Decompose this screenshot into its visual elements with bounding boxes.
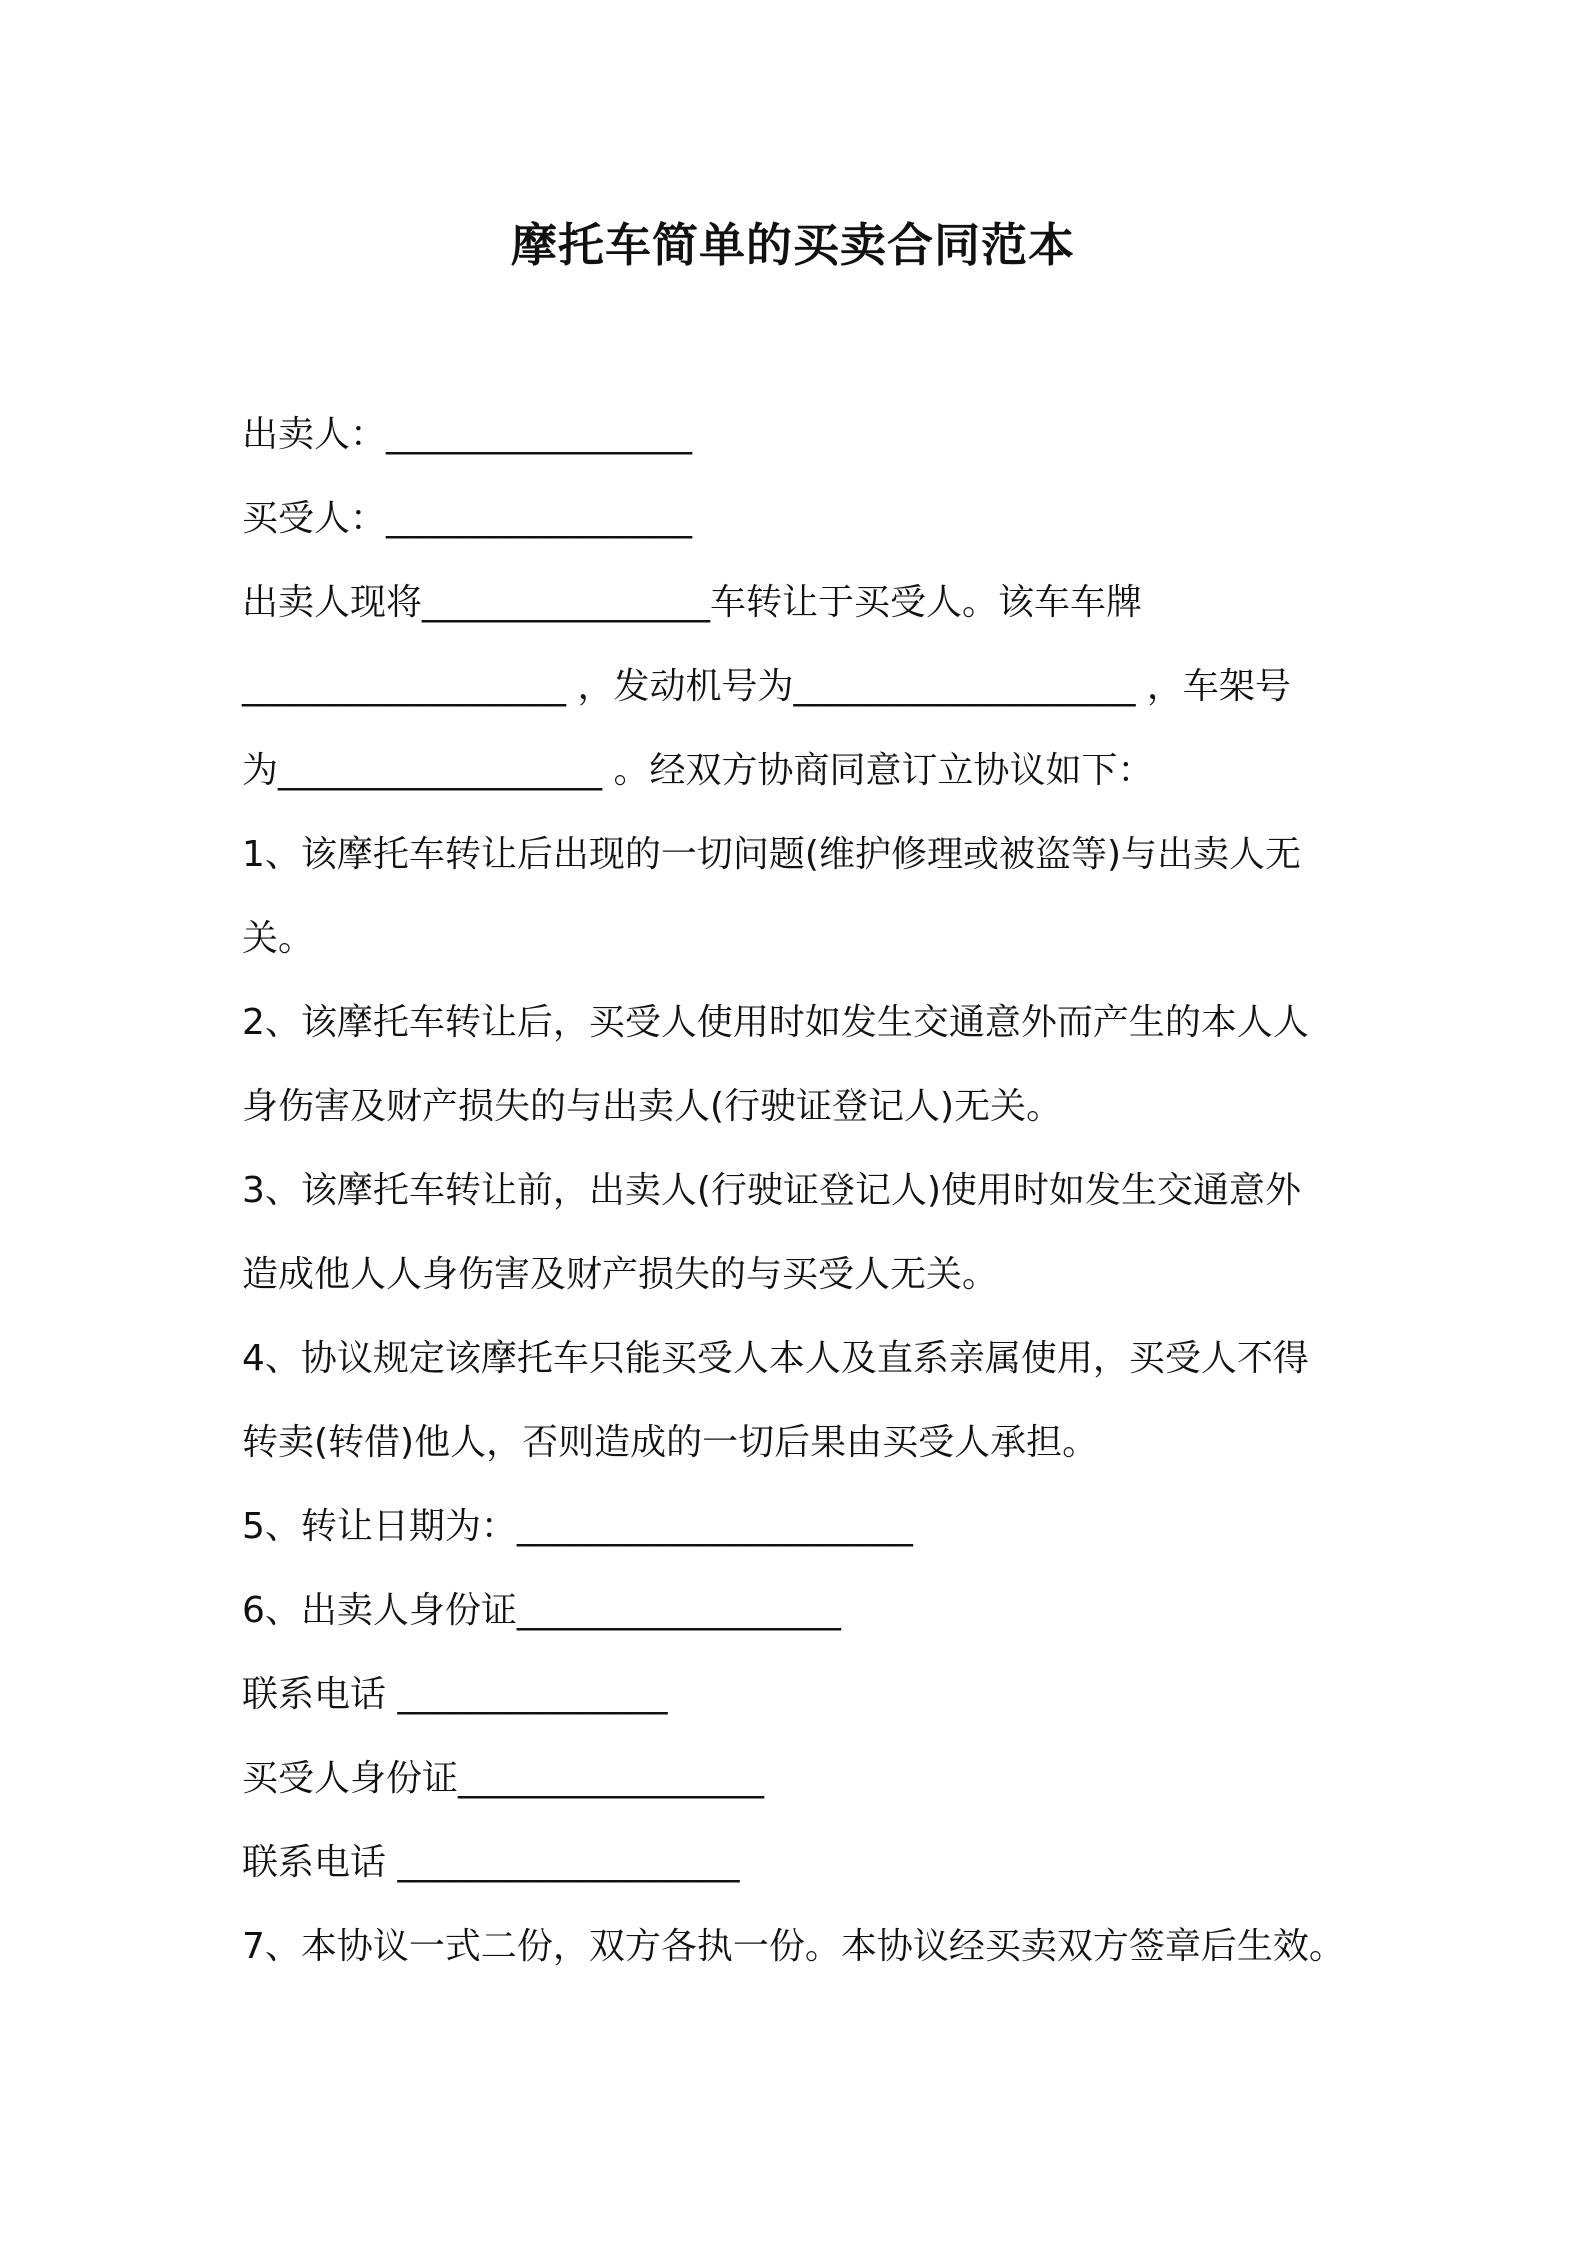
- buyer-line: 买受人：_________________: [242, 498, 693, 539]
- plate-engine-line: __________________ ，发动机号为___________________ ，车架号: [242, 666, 1291, 707]
- clause-1-line-1: 1、该摩托车转让后出现的一切问题(维护修理或被盗等)与出卖人无: [242, 834, 1301, 875]
- buyer-id-line: 买受人身份证_________________: [242, 1758, 765, 1799]
- clause-5-line: 5、转让日期为：______________________: [242, 1506, 913, 1547]
- clause-3-line-2: 造成他人人身伤害及财产损失的与买受人无关。: [242, 1254, 999, 1295]
- clause-2-line-2: 身伤害及财产损失的与出卖人(行驶证登记人)无关。: [242, 1086, 1063, 1127]
- clause-6-seller-id-line: 6、出卖人身份证__________________: [242, 1590, 841, 1631]
- clause-1-line-2: 关。: [242, 918, 315, 959]
- clause-4-line-2: 转卖(转借)他人，否则造成的一切后果由买受人承担。: [242, 1422, 1099, 1463]
- seller-phone-line: 联系电话 _______________: [242, 1674, 668, 1715]
- clause-2-line-1: 2、该摩托车转让后，买受人使用时如发生交通意外而产生的本人人: [242, 1002, 1309, 1043]
- clause-3-line-1: 3、该摩托车转让前，出卖人(行驶证登记人)使用时如发生交通意外: [242, 1170, 1301, 1211]
- transfer-line: 出卖人现将________________车转让于买受人。该车车牌: [242, 582, 1143, 623]
- clause-4-line-1: 4、协议规定该摩托车只能买受人本人及直系亲属使用，买受人不得: [242, 1338, 1309, 1379]
- frame-number-line: 为__________________ 。经双方协商同意订立协议如下：: [242, 750, 1154, 791]
- clause-7-line: 7、本协议一式二份，双方各执一份。本协议经买卖双方签章后生效。: [242, 1926, 1345, 1967]
- document-title: 摩托车简单的买卖合同范本: [511, 218, 1075, 272]
- seller-line: 出卖人：_________________: [242, 414, 693, 455]
- buyer-phone-line: 联系电话 ___________________: [242, 1842, 740, 1883]
